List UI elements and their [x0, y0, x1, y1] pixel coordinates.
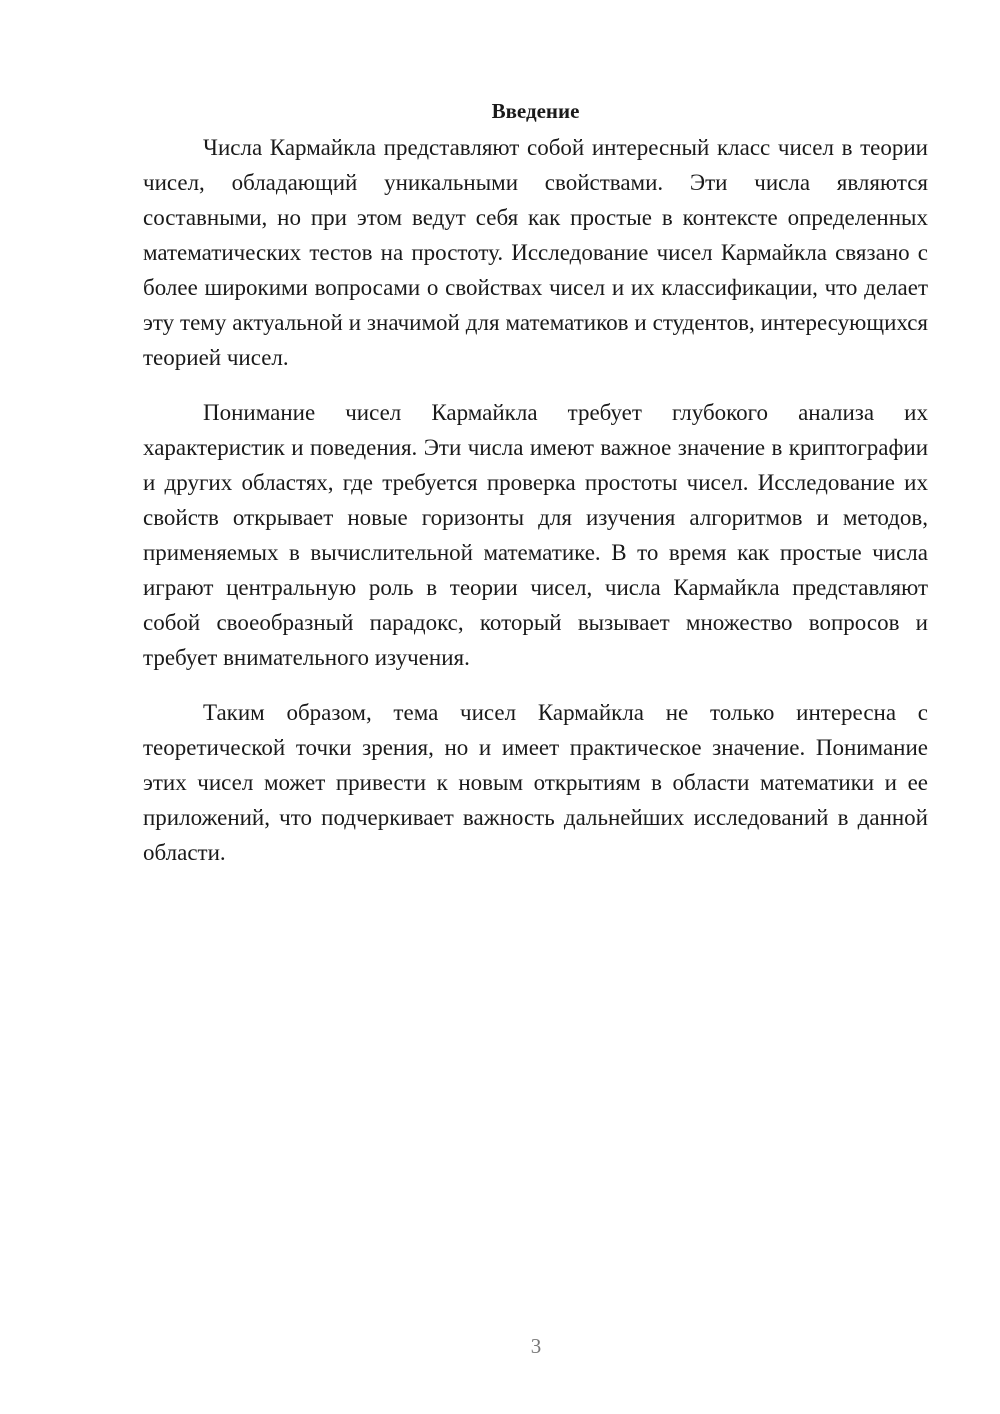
page-number: 3: [530, 1334, 542, 1358]
section-title: Введение: [491, 99, 580, 123]
paragraph-3: Таким образом, тема чисел Кармайкла не только интересна с теоретической точки зрения, но и имеет практическое значение. Понимание этих чисел может привести к новым открытиям в области математики и ее приложений, что подчеркивает важность дальнейших исследований в данной области.: [143, 700, 928, 865]
paragraph-1: Числа Кармайкла представляют собой интересный класс чисел в теории чисел, обладающий уникальными свойствами. Эти числа являются составными, но при этом ведут себя как простые в контексте определенных математических тестов на простоту. Исследование чисел Кармайкла связано с более широкими вопросами о свойствах чисел и их классификации, что делает эту тему актуальной и значимой для математиков и студентов, интересующихся теорией чисел.: [143, 135, 928, 370]
page-content: [143, 96, 928, 870]
paragraph-2: Понимание чисел Кармайкла требует глубокого анализа их характеристик и поведения. Эти числа имеют важное значение в криптографии и других областях, где требуется проверка простоты чисел. Исследование их свойств открывает новые горизонты для изучения алгоритмов и методов, применяемых в вычислительной математике. В то время как простые числа играют центральную роль в теории чисел, числа Кармайкла представляют собой своеобразный парадокс, который вызывает множество вопросов и требует внимательного изучения.: [143, 400, 928, 670]
